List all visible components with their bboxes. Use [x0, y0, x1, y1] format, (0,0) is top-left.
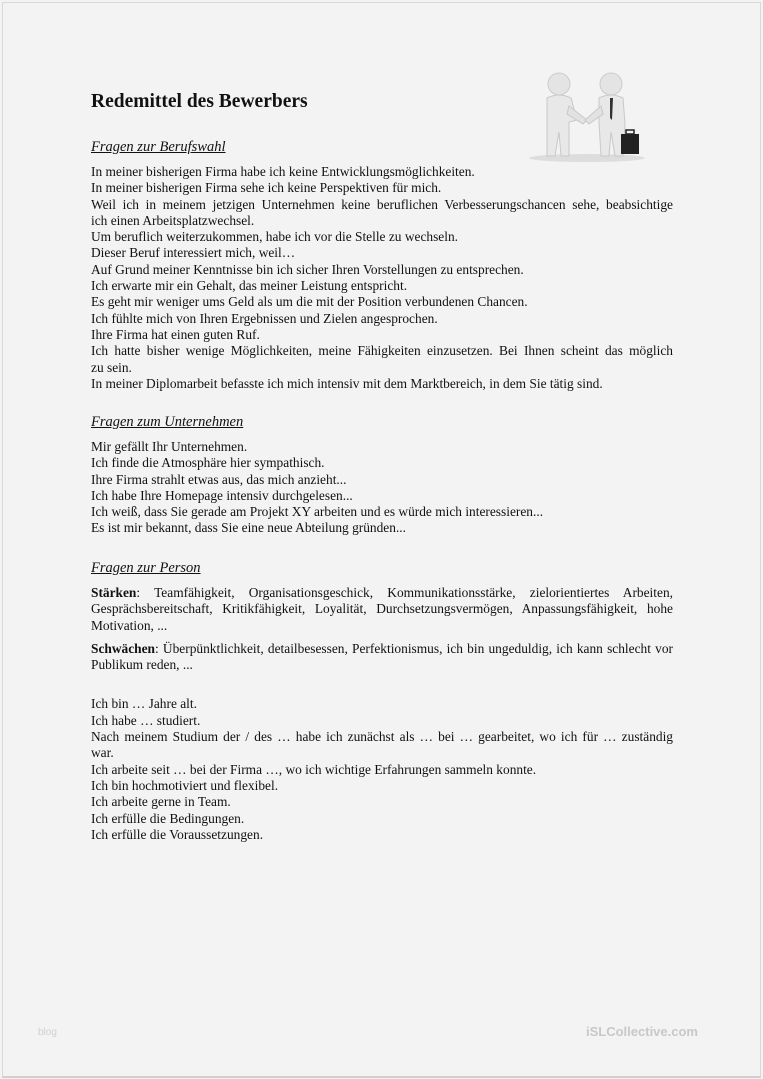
sentence: Ich habe … studiert. [91, 712, 201, 728]
sentence: In meiner bisherigen Firma habe ich keine Entwicklungsmöglichkeiten. [91, 164, 475, 179]
section-heading: Fragen zur Berufswahl [91, 139, 226, 155]
weaknesses-text: : Überpünktlichkeit, detailbesessen, Perfektionismus, ich bin ungeduldig, ich kann schlecht vor Publikum reden, ... [91, 640, 673, 673]
sentence: Ihre Firma hat einen guten Ruf. [91, 326, 260, 342]
sentence-list [91, 164, 673, 392]
sentence: Dieser Beruf interessiert mich, weil… [91, 245, 296, 261]
sentence: Um beruflich weiterzukommen, habe ich vor die Stelle zu wechseln. [91, 229, 459, 245]
section-heading: Fragen zum Unternehmen [91, 414, 244, 430]
section-heading: Fragen zur Person [91, 560, 201, 576]
sentence: Ich weiß, dass Sie gerade am Projekt XY arbeiten und es würde mich interessieren... [91, 504, 544, 520]
weaknesses-paragraph [91, 641, 673, 674]
strengths-label: Stärken [91, 585, 137, 600]
sentence: Weil ich in meinem jetzigen Unternehmen keine beruflichen Verbesserungschancen sehe, beabsichtige [91, 196, 673, 212]
sentence: Ich arbeite gerne in Team. [91, 794, 231, 810]
sentence: Ich finde die Atmosphäre hier sympathisch. [91, 455, 325, 471]
section-berufswahl [91, 138, 673, 392]
sentence: Ich arbeite seit … bei der Firma …, wo ich wichtige Erfahrungen sammeln konnte. [91, 761, 537, 777]
footer-watermark: iSLCollective.com [586, 1024, 698, 1039]
section-unternehmen [91, 413, 673, 537]
sentence: Ich fühlte mich von Ihren Ergebnissen und Zielen angesprochen. [91, 310, 438, 326]
sentence: Ihre Firma strahlt etwas aus, das mich anzieht... [91, 471, 347, 487]
sentence: Ich habe Ihre Homepage intensiv durchgelesen... [91, 487, 353, 503]
sentence: zu sein. [91, 359, 132, 375]
sentence: Ich erfülle die Voraussetzungen. [91, 826, 264, 842]
sentence: ich einen Arbeitsplatzwechsel. [91, 212, 255, 228]
section-person [91, 559, 673, 843]
sentence: Mir gefällt Ihr Unternehmen. [91, 439, 248, 454]
sentence: Nach meinem Studium der / des … habe ich zunächst als … bei … gearbeitet, wo ich für … zuständig [91, 729, 673, 745]
sentence: In meiner bisherigen Firma sehe ich keine Perspektiven für mich. [91, 180, 442, 196]
strengths-text: : Teamfähigkeit, Organisationsgeschick, Kommunikationsstärke, zielorientiertes Arbeiten, Gesprächsbereitschaft, Kritikfähigkeit, Loyalität, Durchsetzungsvermögen, Anpassungsfähigkeit, hohe Motivation, ... [91, 585, 673, 633]
sentence: Ich erfülle die Bedingungen. [91, 810, 245, 826]
footer-blog-watermark: blog [38, 1027, 57, 1038]
strengths-paragraph [91, 585, 673, 634]
sentence: In meiner Diplomarbeit befasste ich mich intensiv mit dem Marktbereich, in dem Sie tätig sind. [91, 375, 603, 391]
sentence: Es geht mir weniger ums Geld als um die mit der Position verbundenen Chancen. [91, 294, 528, 310]
sentence: Ich bin … Jahre alt. [91, 696, 197, 712]
sentence: Ich erwarte mir ein Gehalt, das meiner Leistung entspricht. [91, 278, 408, 294]
sentence: Es ist mir bekannt, dass Sie eine neue Abteilung gründen... [91, 520, 406, 536]
sentence: Ich hatte bisher wenige Möglichkeiten, meine Fähigkeiten einzusetzen. Bei Ihnen scheint das möglich [91, 343, 673, 359]
page-title: Redemittel des Bewerbers [91, 91, 308, 112]
sentence: Auf Grund meiner Kenntnisse bin ich sicher Ihren Vorstellungen zu entsprechen. [91, 261, 524, 277]
sentence: war. [91, 745, 114, 761]
sentence: Ich bin hochmotiviert und flexibel. [91, 777, 279, 793]
weaknesses-label: Schwächen [91, 640, 155, 656]
